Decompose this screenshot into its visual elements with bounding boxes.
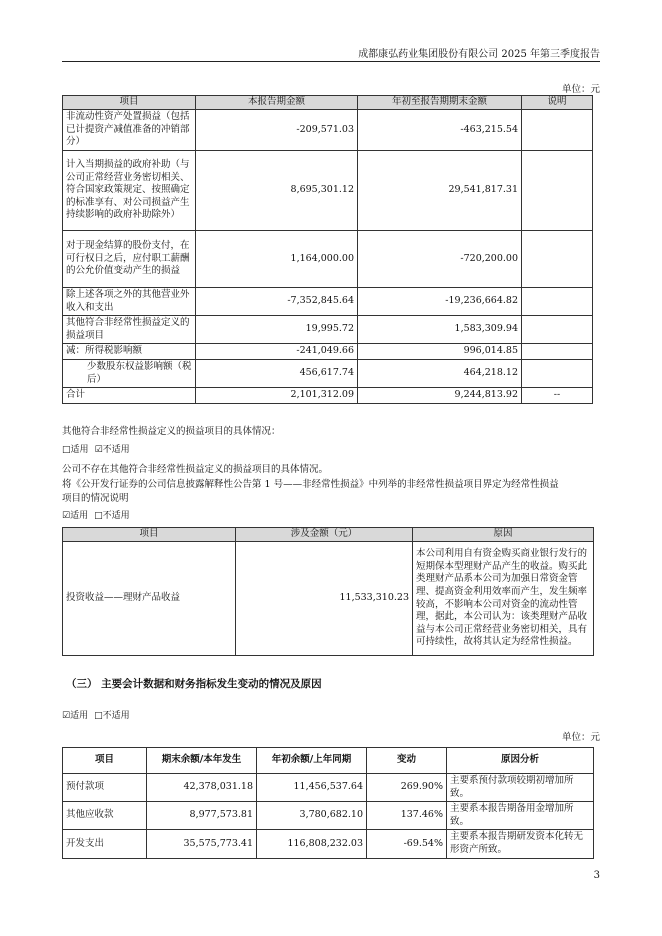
change-percent: 269.90% [367, 774, 447, 802]
reason-cell: 本公司利用自有资金购买商业银行发行的短期保本型理财产品产生的收益。购买此类理财产品系本公司为加强日常资金管理、提高资金利用效率而产生，发生频率较高，不影响本公司对资金的流动性管理，据此，本公司认为：该类理财产品收益与本公司正常经营业务密切相关，具有可持续性，故将其认定为经常性损益。 [413, 542, 594, 656]
report-header-title: 成都康弘药业集团股份有限公司 2025 年第三季度报告 [358, 49, 600, 60]
not-applicable-checkbox: □不适用 [94, 511, 130, 521]
not-applicable-checkbox: ☑不适用 [94, 445, 130, 455]
note-cell: -- [522, 388, 593, 404]
current-value: 8,977,573.81 [147, 802, 257, 830]
table-row [63, 542, 594, 656]
row-label: 合计 [63, 388, 196, 404]
table-header-row [63, 96, 593, 110]
table-row [63, 359, 593, 387]
row-label: 投资收益——理财产品收益 [63, 542, 236, 656]
reclassified-items-table [62, 527, 594, 656]
table-row-total [63, 388, 593, 404]
applicability-checkboxes-3 [62, 708, 130, 721]
current-period-amount: 8,695,301.12 [196, 151, 358, 231]
table1-unit-label: 单位：元 [561, 84, 600, 95]
table-row [63, 830, 594, 858]
row-label: 对于现金结算的股份支付，在可行权日之后，应付职工薪酬的公允价值变动产生的损益 [63, 231, 196, 288]
current-value: 35,575,773.41 [147, 830, 257, 858]
current-value: 42,378,031.18 [147, 774, 257, 802]
note-cell [522, 288, 593, 316]
row-label: 其他符合非经常性损益定义的损益项目 [63, 316, 196, 344]
reclassification-note-line1: 将《公开发行证券的公司信息披露解释性公告第 1 号——非经常性损益》中列举的非经常性损益项目界定为经常性损益 [62, 479, 559, 490]
not-applicable-checkbox: □不适用 [94, 711, 130, 721]
column-header: 说明 [522, 96, 593, 110]
current-period-amount: 2,101,312.09 [196, 388, 358, 404]
column-header: 年初至报告期期末金额 [358, 96, 522, 110]
row-label: 其他应收款 [63, 802, 147, 830]
row-label: 除上述各项之外的其他营业外收入和支出 [63, 288, 196, 316]
note-cell [522, 151, 593, 231]
section-title: （三） 主要会计数据和财务指标发生变动的情况及原因 [66, 678, 322, 690]
column-header: 项目 [63, 528, 236, 542]
note-cell [522, 359, 593, 387]
row-label: 开发支出 [63, 830, 147, 858]
row-label: 计入当期损益的政府补助（与公司正常经营业务密切相关、符合国家政策规定、按照确定的标准享有、对公司损益产生持续影响的政府补助除外） [63, 151, 196, 231]
reclassification-note-line2: 项目的情况说明 [62, 493, 129, 504]
ytd-amount: 464,218.12 [358, 359, 522, 387]
ytd-amount: 996,014.85 [358, 344, 522, 360]
ytd-amount: 29,541,817.31 [358, 151, 522, 231]
table-row [63, 802, 594, 830]
note-cell [522, 344, 593, 360]
table-row [63, 316, 593, 344]
row-label: 非流动性资产处置损益（包括已计提资产减值准备的冲销部分） [63, 110, 196, 151]
specific-situation-text: 其他符合非经常性损益定义的损益项目的具体情况： [62, 426, 281, 437]
applicable-checkbox: □适用 [62, 445, 89, 455]
change-percent: 137.46% [367, 802, 447, 830]
table3-unit-label: 单位：元 [561, 732, 600, 743]
page-number: 3 [593, 870, 600, 881]
column-header: 期末余额/本年发生 [147, 748, 257, 774]
reason-cell: 主要系本报告期备用金增加所致。 [447, 802, 594, 830]
current-period-amount: 19,995.72 [196, 316, 358, 344]
table-row [63, 774, 594, 802]
column-header: 项目 [63, 748, 147, 774]
change-percent: -69.54% [367, 830, 447, 858]
current-period-amount: 1,164,000.00 [196, 231, 358, 288]
reason-cell: 主要系预付款项较期初增加所致。 [447, 774, 594, 802]
prior-value: 116,808,232.03 [257, 830, 367, 858]
column-header: 原因 [413, 528, 594, 542]
note-cell [522, 316, 593, 344]
column-header: 涉及金额（元） [236, 528, 413, 542]
note-cell [522, 231, 593, 288]
column-header: 变动 [367, 748, 447, 774]
row-label: 预付款项 [63, 774, 147, 802]
financial-indicators-table [62, 747, 594, 859]
applicable-checkbox: ☑适用 [62, 711, 89, 721]
header-divider [62, 61, 600, 62]
ytd-amount: -463,215.54 [358, 110, 522, 151]
current-period-amount: -209,571.03 [196, 110, 358, 151]
ytd-amount: -720,200.00 [358, 231, 522, 288]
column-header: 项目 [63, 96, 196, 110]
column-header: 原因分析 [447, 748, 594, 774]
applicable-checkbox: ☑适用 [62, 511, 89, 521]
table-row [63, 110, 593, 151]
table-header-row [63, 528, 594, 542]
current-period-amount: 456,617.74 [196, 359, 358, 387]
row-label: 减：所得税影响额 [63, 344, 196, 360]
amount-cell: 11,533,310.23 [236, 542, 413, 656]
column-header: 本报告期金额 [196, 96, 358, 110]
column-header: 年初余额/上年同期 [257, 748, 367, 774]
table-row [63, 344, 593, 360]
ytd-amount: 1,583,309.94 [358, 316, 522, 344]
row-label: 少数股东权益影响额（税后） [63, 359, 196, 387]
table-header-row [63, 748, 594, 774]
prior-value: 11,456,537.64 [257, 774, 367, 802]
ytd-amount: 9,244,813.92 [358, 388, 522, 404]
table-row [63, 231, 593, 288]
no-other-items-text: 公司不存在其他符合非经常性损益定义的损益项目的具体情况。 [62, 464, 329, 475]
table-row [63, 151, 593, 231]
prior-value: 3,780,682.10 [257, 802, 367, 830]
ytd-amount: -19,236,664.82 [358, 288, 522, 316]
current-period-amount: -7,352,845.64 [196, 288, 358, 316]
reason-cell: 主要系本报告期研发资本化转无形资产所致。 [447, 830, 594, 858]
note-cell [522, 110, 593, 151]
table-row [63, 288, 593, 316]
applicability-checkboxes [62, 442, 130, 455]
applicability-checkboxes-2 [62, 508, 130, 521]
non-recurring-gains-table [62, 95, 593, 404]
current-period-amount: -241,049.66 [196, 344, 358, 360]
